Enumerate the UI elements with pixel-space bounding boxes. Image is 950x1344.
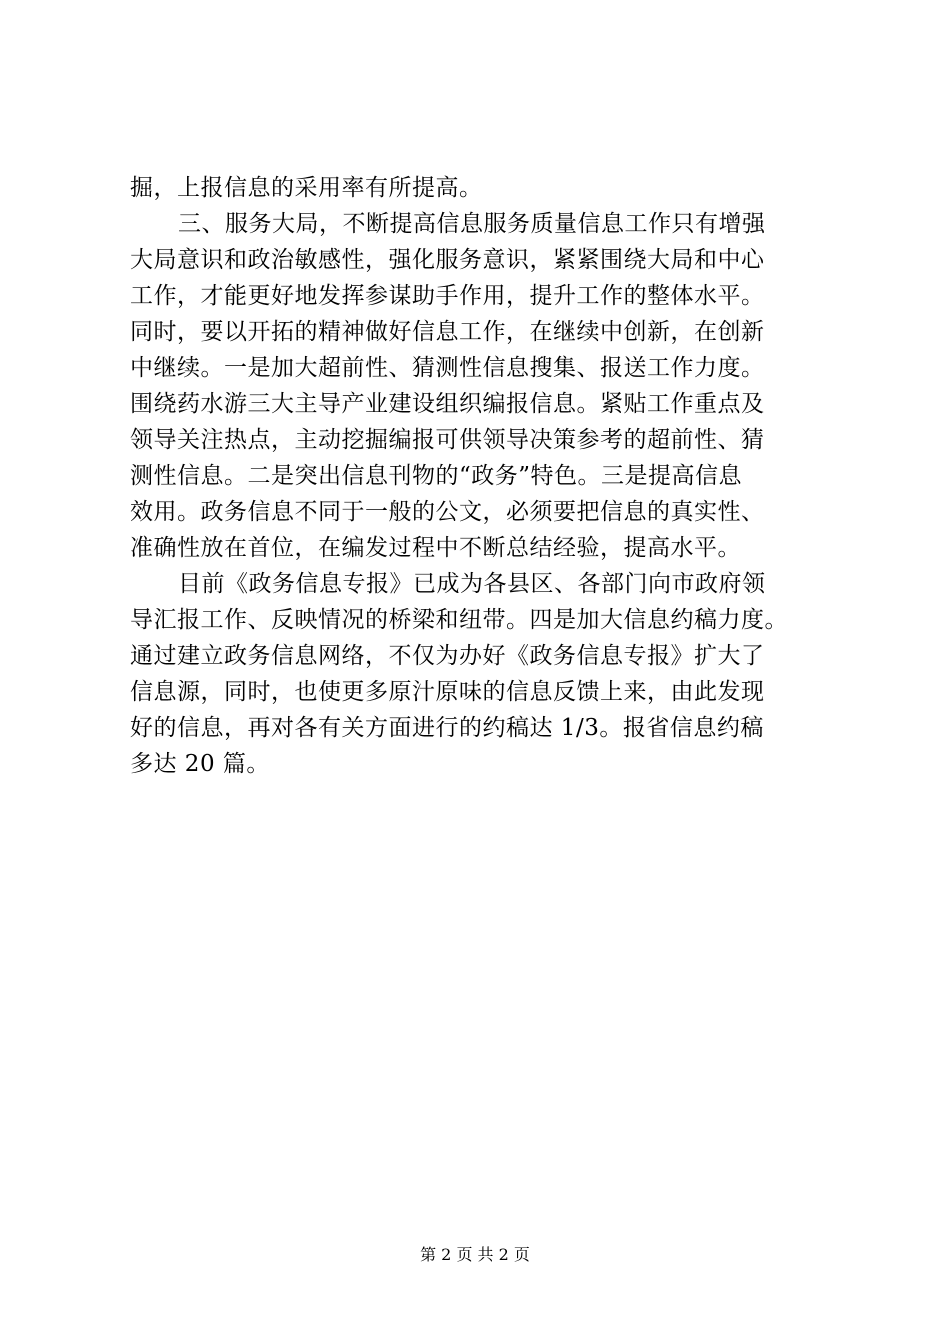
text-line: 中继续。一是加大超前性、猜测性信息搜集、报送工作力度。 [130,355,765,381]
text-line: 大局意识和政治敏感性，强化服务意识，紧紧围绕大局和中心 [130,247,765,273]
page-footer [0,1245,950,1265]
text-line: 多达 20 篇。 [130,751,270,777]
text-line: 通过建立政务信息网络，不仅为办好《政务信息专报》扩大了 [130,643,765,669]
text-line: 信息源，同时，也使更多原汁原味的信息反馈上来，由此发现 [130,679,765,705]
page-number: 第 2 页 共 2 页 [420,1245,530,1264]
text-line: 准确性放在首位，在编发过程中不断总结经验，提高水平。 [130,535,741,561]
paragraph-start-line: 目前《政务信息专报》已成为各县区、各部门向市政府领 [178,571,766,597]
text-line: 效用。政务信息不同于一般的公文，必须要把信息的真实性、 [130,499,765,525]
text-line: 领导关注热点，主动挖掘编报可供领导决策参考的超前性、猜 [130,427,765,453]
document-body [130,170,830,782]
text-line: 工作，才能更好地发挥参谋助手作用，提升工作的整体水平。 [130,283,765,309]
text-line: 测性信息。二是突出信息刊物的“政务”特色。三是提高信息 [130,463,743,489]
paragraph-start-line: 三、服务大局，不断提高信息服务质量信息工作只有增强 [178,211,766,237]
text-line: 掘，上报信息的采用率有所提高。 [130,175,483,201]
text-line: 围绕药水游三大主导产业建设组织编报信息。紧贴工作重点及 [130,391,765,417]
text-line: 好的信息，再对各有关方面进行的约稿达 1/3。报省信息约稿 [130,715,764,741]
text-line: 同时，要以开拓的精神做好信息工作，在继续中创新，在创新 [130,319,765,345]
text-line: 导汇报工作、反映情况的桥梁和纽带。四是加大信息约稿力度。 [130,607,788,633]
